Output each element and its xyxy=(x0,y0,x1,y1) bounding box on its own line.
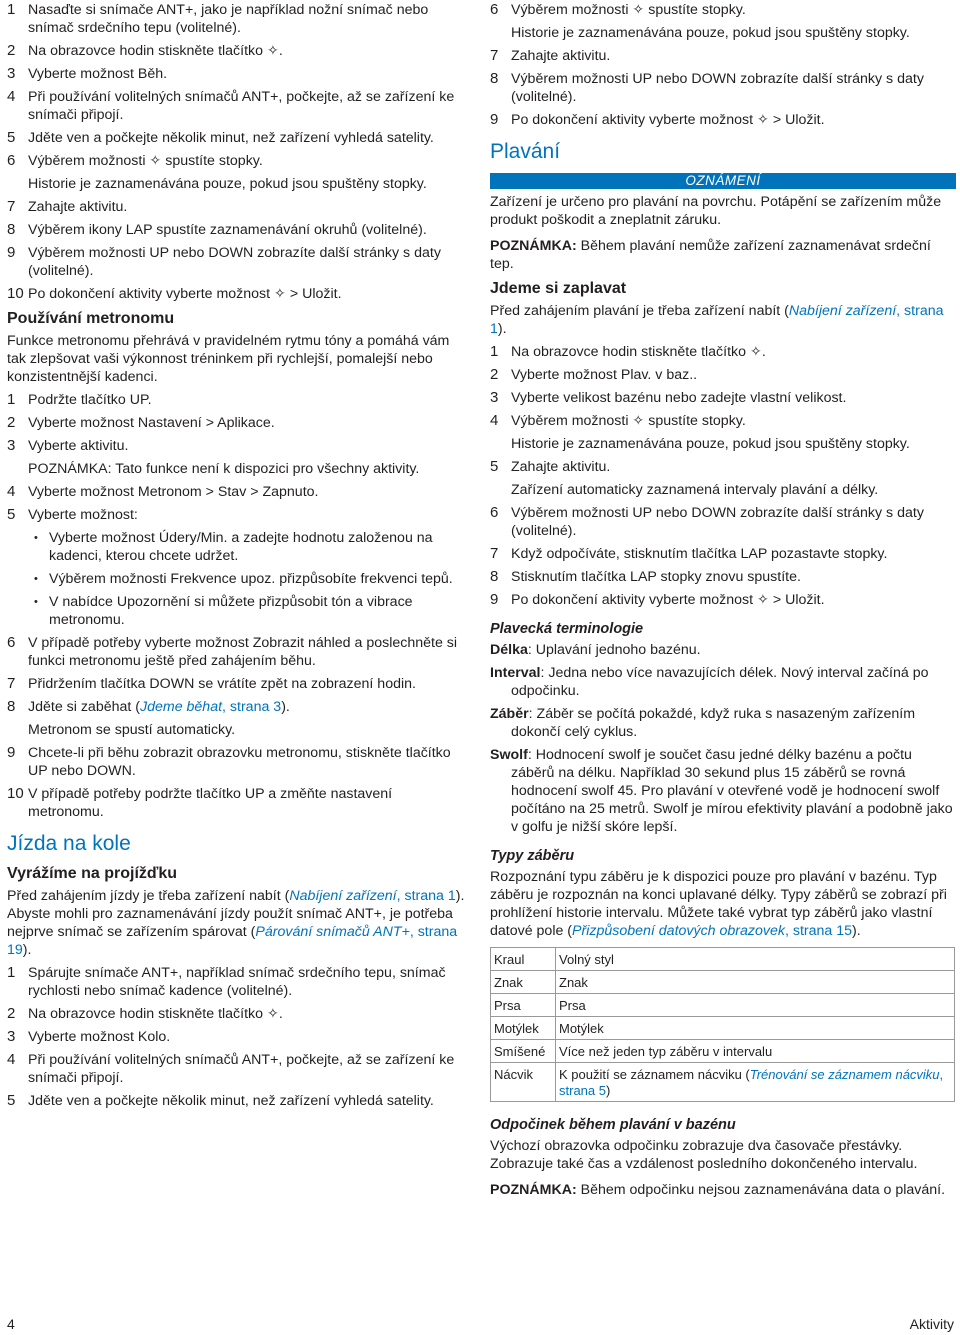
link-treninky-nacviku[interactable]: Trénování se záznamem nácviku, strana 5 xyxy=(559,1067,944,1098)
notice-text: Zařízení je určeno pro plavání na povrchu. Potápění se zařízením může produkt poškodit a zneplatnit záruku. xyxy=(490,194,942,228)
metronome-options xyxy=(28,529,467,629)
link-jdeme-behat[interactable]: Jdeme běhat, strana 3 xyxy=(140,699,282,715)
list-item: 4 Při používání volitelných snímačů ANT+, počkejte, až se zařízení ke snímači připojí. xyxy=(7,88,455,123)
bullet-item: • Vyberte možnost Údery/Min. a zadejte hodnotu založenou na kadenci, kterou chcete udržet. xyxy=(28,529,467,565)
page-number: 4 xyxy=(7,1316,15,1332)
swim-chapter-title: Plavání xyxy=(490,140,561,163)
stroke-types-heading: Typy záběru xyxy=(490,848,575,864)
list-item: 5 Jděte ven a počkejte několik minut, než zařízení vyhledá satelity. xyxy=(7,129,434,146)
terms-heading: Plavecká terminologie xyxy=(490,621,644,637)
list-item: 4 Při používání volitelných snímačů ANT+, počkejte, až se zařízení ke snímači připojí. xyxy=(7,1051,455,1086)
bike-heading: Vyrážíme na projížďku xyxy=(7,865,178,882)
stroke-types-table xyxy=(490,947,955,1102)
list-item: 2 Na obrazovce hodin stiskněte tlačítko ✧. xyxy=(7,42,283,59)
swim-note: POZNÁMKA: Během plavání nemůže zařízení zaznamenávat srdeční tep. xyxy=(490,238,931,272)
list-item: 7 Zahajte aktivitu. xyxy=(7,198,128,215)
table-row: Motýlek Motýlek xyxy=(491,1017,955,1040)
list-item: 2 Vyberte možnost Nastavení > Aplikace. xyxy=(7,414,275,431)
list-item: 8 Stisknutím tlačítka LAP stopky znovu spustíte. xyxy=(490,568,801,585)
bullet-item: • V nabídce Upozornění si můžete přizpůsobit tón a vibrace metronomu. xyxy=(28,593,467,629)
list-item: 8 Výběrem ikony LAP spustíte zaznamenávání okruhů (volitelné). xyxy=(7,221,427,238)
list-item: 1 Na obrazovce hodin stiskněte tlačítko ✧. xyxy=(490,343,766,360)
section-name: Aktivity xyxy=(909,1316,954,1332)
list-item: 3 Vyberte aktivitu. POZNÁMKA: Tato funkce není k dispozici pro všechny aktivity. xyxy=(7,437,420,477)
notice-banner: OZNÁMENÍ xyxy=(490,173,956,189)
list-item: 4 Výběrem možnosti ✧ spustíte stopky. Historie je zaznamenávána pouze, pokud jsou spuštěny stopky. xyxy=(490,412,910,452)
swim-steps xyxy=(490,343,956,609)
list-item: 6 Výběrem možnosti ✧ spustíte stopky. Historie je zaznamenávána pouze, pokud jsou spuštěny stopky. xyxy=(490,1,910,41)
right-column xyxy=(490,0,956,1204)
term-item: Swolf: Hodnocení swolf je součet času jedné délky bazénu a počtu záběrů na délku. Například 30 sekund plus 15 záběrů se rovná hodnocení swolf 45. Pro plavání v otevřené vodě je hodnocení swolf počítáno na 25 metrů. Swolf je mírou efektivity plavání a podobně jako v golfu je nižší skóre lepší. xyxy=(490,747,953,835)
list-item: 7 Když odpočíváte, stisknutím tlačítka LAP pozastavte stopky. xyxy=(490,545,888,562)
list-item: 10 Po dokončení aktivity vyberte možnost ✧ > Uložit. xyxy=(7,285,342,302)
term-item: Interval: Jedna nebo více navazujících délek. Nový interval začíná po odpočinku. xyxy=(490,665,929,699)
list-item: 8 Výběrem možnosti UP nebo DOWN zobrazíte další stránky s daty (volitelné). xyxy=(490,70,924,105)
list-item: 2 Na obrazovce hodin stiskněte tlačítko ✧. xyxy=(7,1005,283,1022)
list-item: 7 Přidržením tlačítka DOWN se vrátíte zpět na zobrazení hodin. xyxy=(7,675,416,692)
list-item: 2 Vyberte možnost Plav. v baz.. xyxy=(490,366,698,383)
link-nabijeni-zarizeni[interactable]: Nabíjení zařízení, strana 1 xyxy=(490,303,944,337)
list-item: 5 Jděte ven a počkejte několik minut, než zařízení vyhledá satelity. xyxy=(7,1092,434,1109)
list-item: 1 Spárujte snímače ANT+, například snímač srdečního tepu, snímač rychlosti nebo snímač kadence (volitelné). xyxy=(7,964,446,999)
list-item: 6 Výběrem možnosti ✧ spustíte stopky. Historie je zaznamenávána pouze, pokud jsou spuštěny stopky. xyxy=(7,152,427,192)
swim-heading: Jdeme si zaplavat xyxy=(490,280,627,297)
metronome-heading: Používání metronomu xyxy=(7,310,175,327)
bike-steps xyxy=(7,964,467,1110)
table-row: Prsa Prsa xyxy=(491,994,955,1017)
list-item: 10 V případě potřeby podržte tlačítko UP a změňte nastavení metronomu. xyxy=(7,785,393,820)
table-row: Nácvik K použití se záznamem nácviku (Trénování se záznamem nácviku, strana 5) xyxy=(491,1063,955,1102)
swim-intro: Před zahájením plavání je třeba zařízení nabít (Nabíjení zařízení, strana 1). xyxy=(490,303,944,337)
run-steps xyxy=(7,1,467,303)
list-item: 7 Zahajte aktivitu. xyxy=(490,47,611,64)
rest-text: Výchozí obrazovka odpočinku zobrazuje dva časovače přestávky. Zobrazuje také čas a vzdálenost posledního dokončeného intervalu. xyxy=(490,1138,918,1172)
list-item: 1 Nasaďte si snímače ANT+, jako je například nožní snímač nebo snímač srdečního tepu (volitelné). xyxy=(7,1,429,36)
bike-chapter-title: Jízda na kole xyxy=(7,832,131,855)
bike-steps-continued xyxy=(490,1,956,129)
link-parovani-snimacu[interactable]: Párování snímačů ANT+, strana 19 xyxy=(7,924,458,958)
metronome-intro: Funkce metronomu přehrává v pravidelném rytmu tóny a pomáhá vám tak zlepšovat vaši výkonnost tréninkem při rychlejší, pomalejší nebo konzistentnější kadenci. xyxy=(7,333,450,385)
left-column xyxy=(7,0,467,1115)
table-row: Smíšené Více než jeden typ záběru v intervalu xyxy=(491,1040,955,1063)
list-item: 1 Podržte tlačítko UP. xyxy=(7,391,152,408)
term-item: Záběr: Záběr se počítá pokaždé, když ruka s nasazeným zařízením dokončí celý cyklus. xyxy=(490,706,916,740)
list-item: 3 Vyberte velikost bazénu nebo zadejte vlastní velikost. xyxy=(490,389,847,406)
list-item: 9 Po dokončení aktivity vyberte možnost ✧ > Uložit. xyxy=(490,111,825,128)
list-item: 3 Vyberte možnost Běh. xyxy=(7,65,168,82)
list-item: 9 Výběrem možnosti UP nebo DOWN zobrazíte další stránky s daty (volitelné). xyxy=(7,244,441,279)
list-item: 5 Zahajte aktivitu. Zařízení automaticky zaznamená intervaly plavání a délky. xyxy=(490,458,879,498)
table-row: Znak Znak xyxy=(491,971,955,994)
list-item: 6 Výběrem možnosti UP nebo DOWN zobrazíte další stránky s daty (volitelné). xyxy=(490,504,924,539)
rest-heading: Odpočinek během plavání v bazénu xyxy=(490,1117,736,1133)
list-item: 6 V případě potřeby vyberte možnost Zobrazit náhled a poslechněte si funkci metronomu ještě před zahájením běhu. xyxy=(7,634,458,669)
metronome-steps xyxy=(7,391,467,821)
list-item: 8 Jděte si zaběhat (Jdeme běhat, strana 3). Metronom se spustí automaticky. xyxy=(7,698,290,738)
stroke-intro: Rozpoznání typu záběru je k dispozici pouze pro plavání v bazénu. Typ záběru je rozpoznán na konci uplavané délky. Typy záběrů se zobrazí při prohlížení historie intervalu. Můžete také vybrat typ záběrů jako vlastní datové pole (Přizpůsobení datových obrazovek, strana 15). xyxy=(490,869,947,939)
list-item: 9 Chcete-li při běhu zobrazit obrazovku metronomu, stiskněte tlačítko UP nebo DOWN. xyxy=(7,744,451,779)
bike-intro: Před zahájením jízdy je třeba zařízení nabít (Nabíjení zařízení, strana 1). Abyste mohli pro zaznamenávání jízdy použít snímač ANT+, je potřeba nejprve snímač se zařízením spárovat (Párování snímačů ANT+, strana 19). xyxy=(7,888,465,958)
link-nabijeni-zarizeni[interactable]: Nabíjení zařízení, strana 1 xyxy=(289,888,456,904)
link-prizpusobeni-obrazovek[interactable]: Přizpůsobení datových obrazovek, strana 15 xyxy=(572,923,853,939)
list-item: 3 Vyberte možnost Kolo. xyxy=(7,1028,171,1045)
bullet-item: • Výběrem možnosti Frekvence upoz. přizpůsobíte frekvenci tepů. xyxy=(28,570,467,588)
rest-note: POZNÁMKA: Během odpočinku nejsou zaznamenávána data o plavání. xyxy=(490,1182,946,1198)
term-item: Délka: Uplavání jednoho bazénu. xyxy=(490,642,701,658)
list-item: 9 Po dokončení aktivity vyberte možnost ✧ > Uložit. xyxy=(490,591,825,608)
table-row: Kraul Volný styl xyxy=(491,948,955,971)
list-item: 5 Vyberte možnost: • Vyberte možnost Údery/Min. a zadejte hodnotu založenou na kadenci, kterou chcete udržet. • Výběrem možnosti Frekvence upoz. přizpůsobíte frekvenci tepů. • V nabídce Upozornění si můžete přizpůsobit tón a vibrace metronomu. xyxy=(7,506,467,629)
list-item: 4 Vyberte možnost Metronom > Stav > Zapnuto. xyxy=(7,483,319,500)
